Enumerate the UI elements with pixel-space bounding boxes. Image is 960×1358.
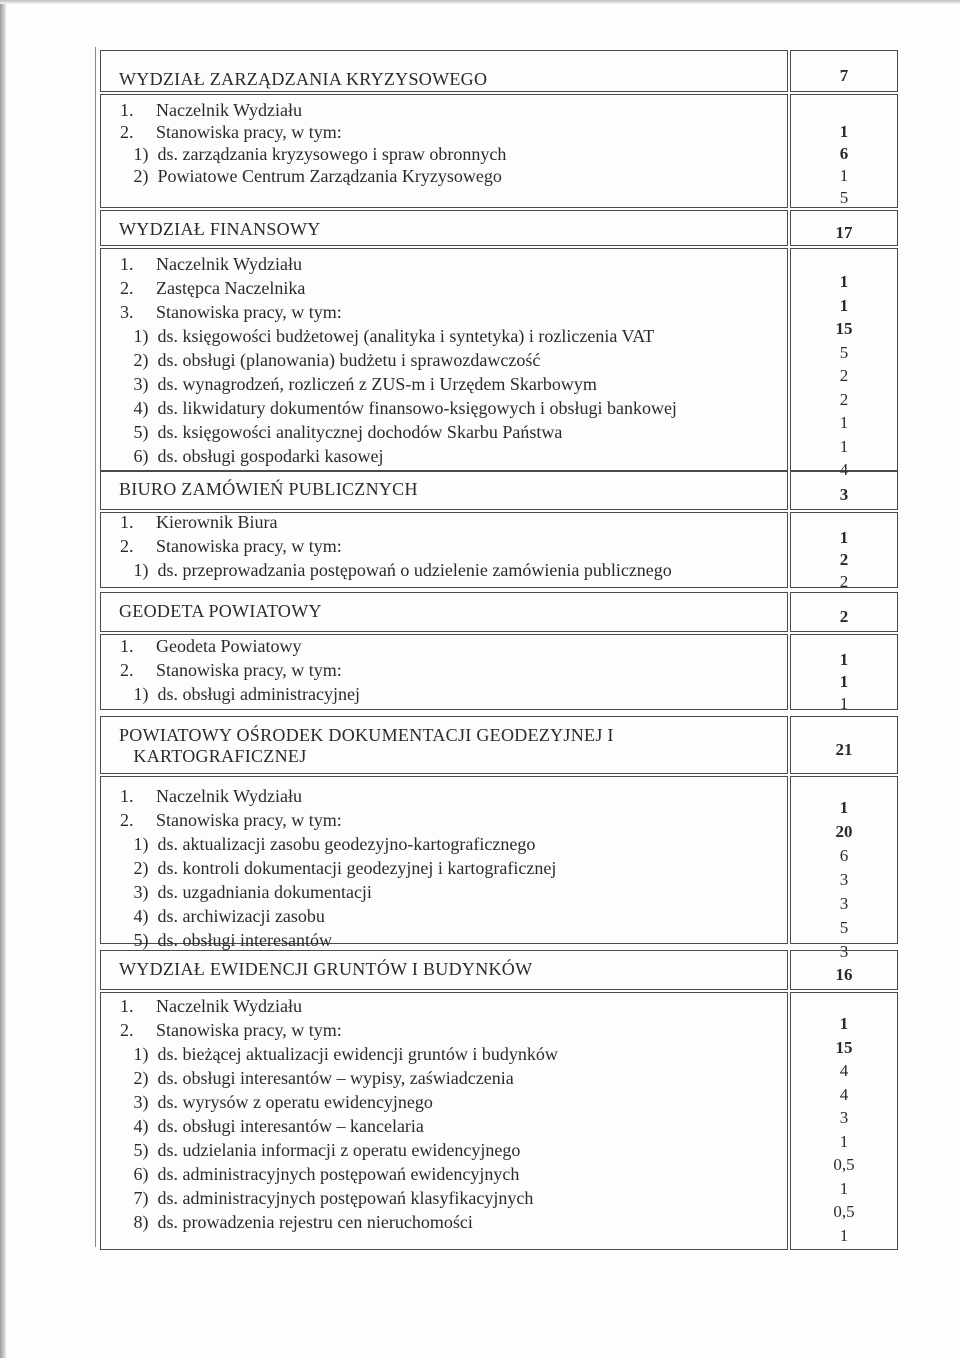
position-label: 2) ds. kontroli dokumentacji geodezyjnej i kartograficznej	[120, 858, 557, 878]
position-count: 1	[839, 272, 849, 291]
position-count: 1	[839, 1131, 849, 1151]
position-label: 1) ds. bieżącej aktualizacji ewidencji gruntów i budynków	[120, 1044, 558, 1064]
position-label: 3) ds. uzgadniania dokumentacji	[120, 882, 372, 902]
position-count: 4	[839, 1061, 849, 1080]
position-count: 5	[839, 188, 849, 207]
position-count: 1	[839, 1178, 849, 1198]
position-count: 1	[839, 166, 849, 185]
section-title: KARTOGRAFICZNEJ	[119, 746, 307, 766]
section-total: 7	[790, 50, 898, 92]
section-header	[100, 50, 788, 92]
position-count: 2	[839, 550, 849, 569]
position-count: 0,5	[833, 1202, 855, 1221]
position-count: 2	[839, 572, 849, 591]
section	[100, 50, 900, 208]
position-label: 1. Geodeta Powiatowy	[120, 636, 302, 656]
position-count: 1	[839, 672, 849, 691]
position-count: 4	[839, 1084, 849, 1104]
position-label: 2) ds. obsługi (planowania) budżetu i sprawozdawczość	[120, 350, 541, 370]
section	[100, 716, 900, 961]
position-label: 1) ds. przeprowadzania postępowań o udzielenie zamówienia publicznego	[120, 560, 672, 580]
position-label: 5) ds. księgowości analitycznej dochodów Skarbu Państwa	[120, 422, 563, 442]
position-count: 20	[835, 822, 853, 841]
position-label: 1) ds. księgowości budżetowej (analityka i syntetyka) i rozliczenia VAT	[120, 326, 655, 346]
position-label: 7) ds. administracyjnych postępowań klasyfikacyjnych	[120, 1188, 534, 1208]
position-count: 6	[839, 846, 849, 865]
position-count: 4	[839, 460, 849, 479]
section-total: 16	[790, 950, 898, 990]
section-title: WYDZIAŁ EWIDENCJI GRUNTÓW I BUDYNKÓW	[119, 959, 533, 979]
position-count: 6	[839, 144, 849, 163]
position-label: 1) ds. aktualizacji zasobu geodezyjno-kartograficznego	[120, 834, 536, 854]
position-label: 2. Zastępca Naczelnika	[120, 278, 306, 298]
position-count: 2	[839, 389, 849, 409]
position-count: 15	[835, 319, 853, 338]
position-label: 2. Stanowiska pracy, w tym:	[120, 536, 342, 556]
position-label: 6) ds. administracyjnych postępowań ewidencyjnych	[120, 1164, 520, 1184]
section-total: 17	[790, 210, 898, 246]
position-count: 15	[835, 1037, 853, 1057]
position-label: 4) ds. archiwizacji zasobu	[120, 906, 325, 926]
section-title: WYDZIAŁ ZARZĄDZANIA KRYZYSOWEGO	[119, 69, 488, 89]
section-total: 21	[790, 716, 898, 774]
position-count: 3	[839, 942, 849, 961]
position-count: 1	[839, 1225, 849, 1245]
position-label: 2) ds. obsługi interesantów – wypisy, zaświadczenia	[120, 1068, 514, 1088]
section	[100, 592, 900, 713]
position-label: 2. Stanowiska pracy, w tym:	[120, 1020, 342, 1040]
section-header	[100, 592, 788, 632]
section-header	[100, 210, 788, 246]
section-title: WYDZIAŁ FINANSOWY	[119, 219, 321, 239]
position-label: 5) ds. obsługi interesantów	[120, 930, 332, 950]
position-label: 2. Stanowiska pracy, w tym:	[120, 810, 342, 830]
position-count: 5	[839, 918, 849, 937]
position-count: 0,5	[833, 1155, 855, 1174]
position-label: 1) ds. obsługi administracyjnej	[120, 684, 360, 704]
position-count: 5	[839, 342, 849, 362]
position-label: 1) ds. zarządzania kryzysowego i spraw obronnych	[120, 144, 507, 164]
position-label: 2. Stanowiska pracy, w tym:	[120, 122, 342, 142]
section-header	[100, 470, 788, 510]
section-total: 3	[790, 470, 898, 510]
position-label: 5) ds. udzielania informacji z operatu ewidencyjnego	[120, 1140, 521, 1160]
position-count: 1	[839, 413, 849, 432]
section	[100, 470, 900, 591]
position-label: 4) ds. likwidatury dokumentów finansowo-księgowych i obsługi bankowej	[120, 398, 677, 418]
position-count: 1	[839, 694, 849, 713]
position-count: 2	[839, 366, 849, 385]
position-label: 1. Naczelnik Wydziału	[120, 786, 303, 806]
section-total: 2	[790, 592, 898, 632]
position-count: 1	[839, 650, 849, 669]
position-count: 1	[839, 436, 849, 456]
position-count: 1	[839, 122, 849, 141]
position-count: 3	[839, 1108, 849, 1127]
position-count: 3	[839, 870, 849, 889]
section	[100, 950, 900, 1250]
position-count: 3	[839, 894, 849, 913]
position-label: 3) ds. wynagrodzeń, rozliczeń z ZUS-m i Urzędem Skarbowym	[120, 374, 597, 394]
position-label: 1. Naczelnik Wydziału	[120, 100, 303, 120]
position-count: 1	[839, 798, 849, 817]
section-title: POWIATOWY OŚRODEK DOKUMENTACJI GEODEZYJNEJ I	[119, 725, 614, 745]
position-label: 2. Stanowiska pracy, w tym:	[120, 660, 342, 680]
position-label: 1. Naczelnik Wydziału	[120, 996, 303, 1016]
position-label: 6) ds. obsługi gospodarki kasowej	[120, 446, 384, 466]
section	[100, 210, 900, 479]
position-count: 1	[839, 1014, 849, 1033]
position-label: 2) Powiatowe Centrum Zarządzania Kryzysowego	[120, 166, 502, 186]
section-header	[100, 716, 788, 774]
position-count: 1	[839, 528, 849, 547]
position-count: 1	[839, 295, 849, 315]
position-label: 3. Stanowiska pracy, w tym:	[120, 302, 342, 322]
position-label: 4) ds. obsługi interesantów – kancelaria	[120, 1116, 424, 1136]
position-label: 8) ds. prowadzenia rejestru cen nieruchomości	[120, 1212, 473, 1232]
section-title: GEODETA POWIATOWY	[119, 601, 322, 621]
position-label: 1. Kierownik Biura	[120, 512, 278, 532]
position-label: 1. Naczelnik Wydziału	[120, 254, 303, 274]
section-title: BIURO ZAMÓWIEŃ PUBLICZNYCH	[119, 479, 418, 499]
section-header	[100, 950, 788, 990]
position-label: 3) ds. wyrysów z operatu ewidencyjnego	[120, 1092, 433, 1112]
